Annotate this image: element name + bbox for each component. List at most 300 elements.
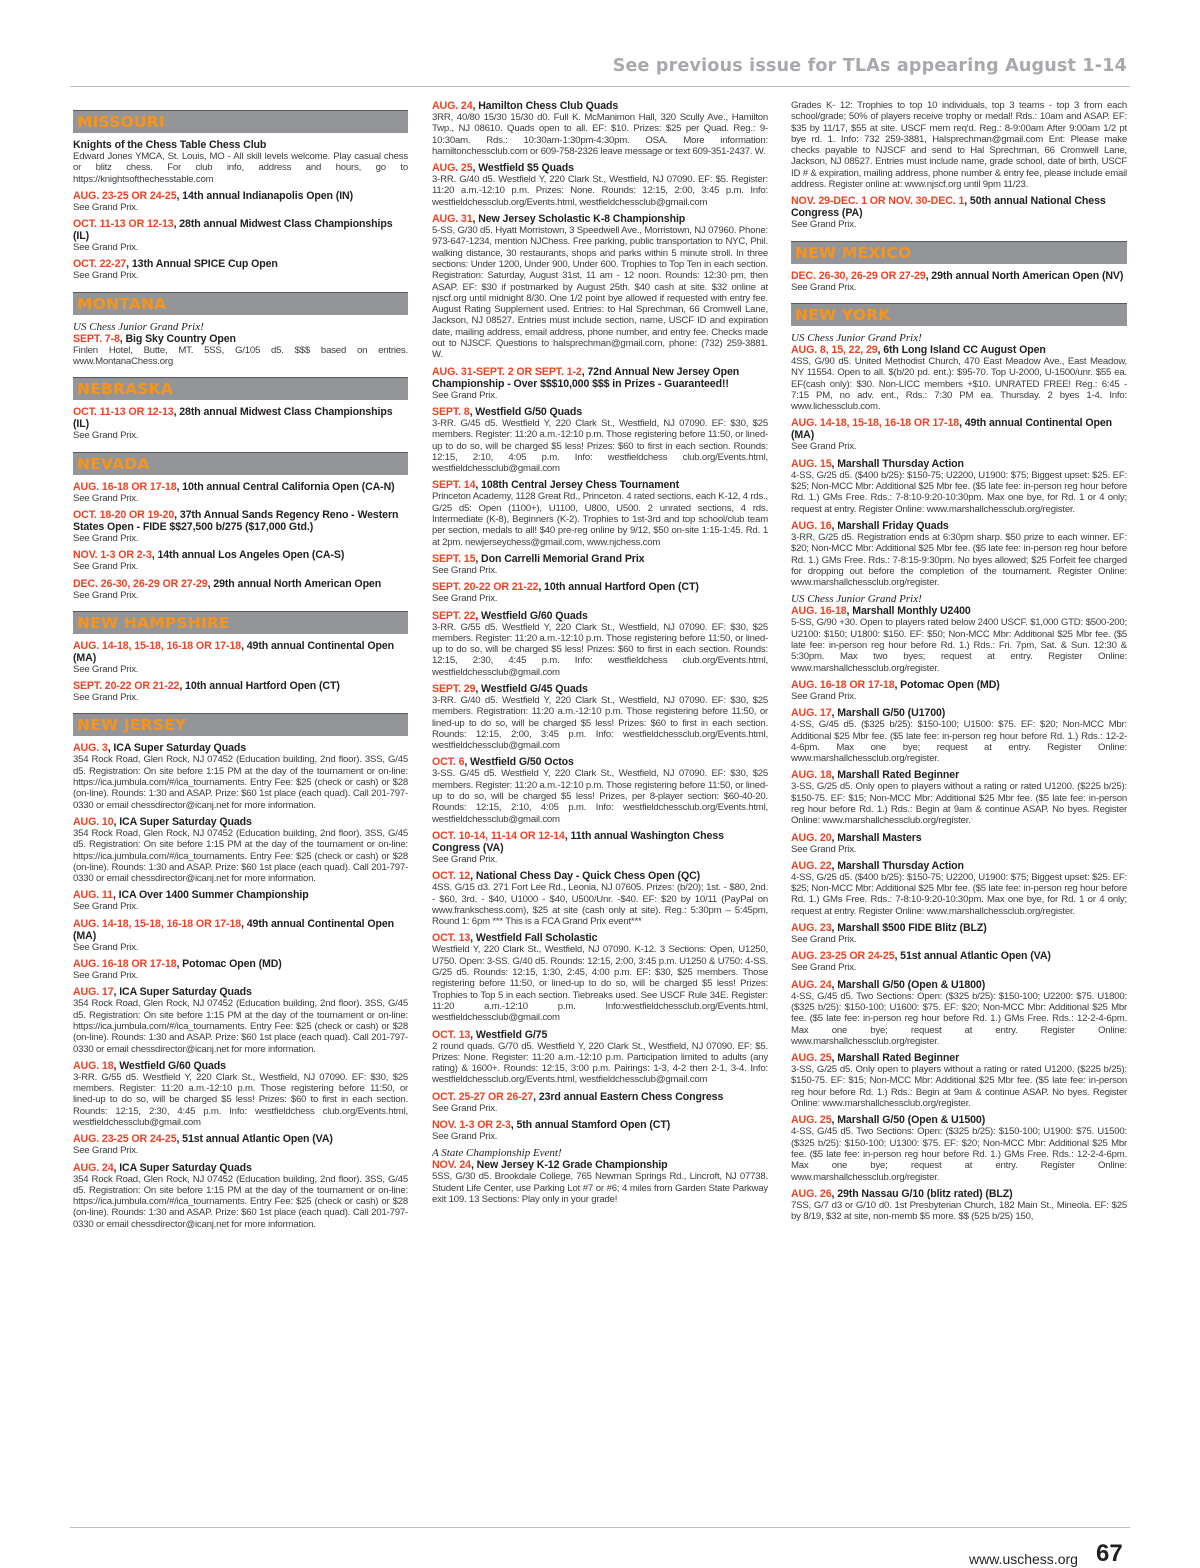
event-heading xyxy=(791,417,1127,441)
event-details: 4-SS, G/45 d5. ($325 b/25): $150-100; U1500: $75. EF: $20; Non-MCC Mbr: Additional $25 Mbr fee. ($5 late fee: in-person reg hour before Rd. 1.) Rds.: 12-2-4-6pm. Max one bye; request at entry. Register Online: www.marshallchessclub.org/register. xyxy=(791,719,1127,765)
event-name: , 23rd annual Eastern Chess Congress xyxy=(533,1090,724,1103)
event-heading xyxy=(791,520,1127,532)
event-heading xyxy=(432,1119,768,1131)
event-heading xyxy=(73,1133,408,1145)
event-name: , Westfield G/45 Quads xyxy=(475,682,588,695)
event-details: See Grand Prix. xyxy=(73,561,139,573)
event-date: AUG. 23 xyxy=(791,922,832,935)
event-date: AUG. 31 xyxy=(432,213,473,226)
event-heading xyxy=(432,553,768,565)
event-listing xyxy=(73,218,408,253)
event-date: OCT. 11-13 OR 12-13 xyxy=(73,218,174,231)
event-heading xyxy=(432,100,768,112)
column-3 xyxy=(791,100,1127,1525)
event-name: , ICA Super Saturday Quads xyxy=(107,742,247,755)
event-heading xyxy=(791,344,1127,356)
event-heading xyxy=(73,190,408,202)
event-heading xyxy=(791,679,1127,691)
event-date: AUG. 14-18, 15-18, 16-18 OR 17-18 xyxy=(791,417,960,430)
event-listing xyxy=(791,520,1127,588)
state-section-header: NEW MEXICO xyxy=(791,241,1127,264)
event-details: 2 round quads. G/70 d5. Westfield Y, 220 Clark St., Westfield, NJ 07090. EF: $5. Prizes: None. Register: 11:20 a.m.-12:10 p.m. Participation limited to adults (any rating) & 1600+. Rounds: 12:15, 3:00 p.m. Pairings: 1-3, 4-2 then 2-1, 3-4. Info: westfieldchessclub.org/Events.html, westfieldchessclub@gmail.com xyxy=(432,1040,768,1086)
event-name: , ICA Super Saturday Quads xyxy=(113,1161,252,1174)
state-section-header: NEVADA xyxy=(73,452,408,475)
event-name: , 108th Central Jersey Chess Tournament xyxy=(475,479,680,492)
event-heading xyxy=(73,258,408,270)
event-name: , Hamilton Chess Club Quads xyxy=(472,100,619,112)
event-date: AUG. 18 xyxy=(73,1059,114,1072)
state-section-header: NEW YORK xyxy=(791,303,1127,326)
event-details: See Grand Prix. xyxy=(432,1131,498,1142)
event-date: OCT. 22-27 xyxy=(73,258,127,271)
event-heading xyxy=(432,213,768,225)
event-name: , ICA Over 1400 Summer Championship xyxy=(112,889,309,902)
event-details: See Grand Prix. xyxy=(73,941,139,953)
event-listing xyxy=(73,549,408,572)
event-subtitle: US Chess Junior Grand Prix! xyxy=(73,320,204,333)
event-details: See Grand Prix. xyxy=(73,270,139,282)
event-heading xyxy=(73,333,408,345)
event-details: 354 Rock Road, Glen Rock, NJ 07452 (Education building, 2nd floor). 3SS, G/45 d5. Registration: On site before 1:15 PM at the day of the tournament or on-line: https://ica.jumbula.com/#/ica_tournaments. Entry Fee: $25 (check or cash) or $28 (on-line). Rounds: 1:30 and ASAP. Prize: $60 1st place (each quad). Call 201-797-0330 or email chessdirector@icanj.net for more information. xyxy=(73,998,408,1055)
event-heading xyxy=(73,481,408,493)
event-heading xyxy=(432,1159,768,1171)
event-listing xyxy=(73,321,408,368)
event-heading xyxy=(432,870,768,882)
event-details: See Grand Prix. xyxy=(73,430,139,442)
event-details: See Grand Prix. xyxy=(73,970,139,982)
event-subtitle: US Chess Junior Grand Prix! xyxy=(791,331,922,344)
event-listing xyxy=(791,832,1127,855)
event-details: 3-RR. G/55 d5. Westfield Y, 220 Clark St., Westfield, NJ 07090. EF: $30, $25 members. Register: 11:20 a.m.-12:10 p.m. Those registering before 11:50, or lined-up to do so, will be charged $5 less! Prizes: $60 to first in each section. Rounds: 12:15, 2:30, 4:45 p.m. Info: westfieldchess club.org/Events.html, westfieldchessclub@gmail.com xyxy=(73,1071,408,1128)
event-details: Westfield Y, 220 Clark St., Westfield, NJ 07090. K-12. 3 Sections: Open, U1250, U750. Open: 3-SS. G/40 d5. Rounds: 12:15, 2:00, 3:45 p.m. U1250 & U750: 4-SS. G/25 d5. Rounds: 12:15, 1:30, 2:45, 4:00 p.m. EF: $30, $25 members. Those registering before 11:50, or lined-up to do so, will be charged $5 less! Prizes: Trophies to Top 5 in each section. Tiebreaks used. See USCF Rule 34E. Register: 11:20 a.m.-12:10 p.m. Info:westfieldchessclub.org/Events.html, westfieldchessclub@gmail.com xyxy=(432,944,768,1024)
event-listing xyxy=(791,100,1127,190)
event-listing xyxy=(432,1147,768,1205)
event-name: , ICA Super Saturday Quads xyxy=(113,986,252,999)
event-details: 3-SS. G/45 d5. Westfield Y, 220 Clark St., Westfield, NJ 07090. EF: $30, $25 members. Register: 11:20 a.m.-12:10 p.m. Those registering before 11:50, or lined-up to do so, will be charged $5 less! Prizes, per 8-player section: $60-40-20. Rounds: 12:15, 2:10, 4:05 p.m. Info: westfieldchessclub.org/Events.html, westfieldchessclub@gmail.com xyxy=(432,768,768,825)
event-details: 5-SS, G/30 d5. Hyatt Morristown, 3 Speedwell Ave., Morristown, NJ 07960. Phone: 973-647-1234, mention NJChess. Free parking, public transportation to NYC, Phil. walking distance, 30 restaurants, shops and parks within 5 minute stroll. In three sections: Under 1200, Under 900, Under 600. Trophies to Top Ten in each section. Registration: Saturday, August 31st, 11 am - 12 noon. Rounds: 12:30 pm, then ASAP. EF: $30 if postmarked by August 25th. $40 cash at site. $32 online at njscf.org until midnight 8/30. One 1/2 point bye allowed if requested with entry fee. August Rating Supplement used. Entries: to Hal Sprechman, 66 Cromwell Lane, Jackson, NJ 08527. Entries must include section, name, USCF ID and expiration date, mailing address, email address, phone number, and entry fee. Checks made out to NJSCF. Questions to halsprechman@gmail.com, phone: (732) 259-3881. W. xyxy=(432,225,768,361)
event-listing xyxy=(432,162,768,208)
event-listing xyxy=(791,922,1127,945)
event-date: AUG. 3 xyxy=(73,742,108,755)
event-heading xyxy=(432,1029,768,1041)
event-listing xyxy=(73,889,408,912)
event-heading xyxy=(432,756,768,768)
event-date: NOV. 1-3 OR 2-3 xyxy=(432,1119,511,1131)
event-heading xyxy=(73,139,408,151)
event-listing xyxy=(791,1114,1127,1182)
event-name: , 28th annual Midwest Class Championships (IL) xyxy=(73,218,393,243)
event-date: SEPT. 20-22 OR 21-22 xyxy=(432,581,539,594)
event-details: Princeton Academy, 1128 Great Rd., Princeton. 4 rated sections, each K-12, 4 rds., G/25 d5: Open (1100+), U1100, U800, U500. 2 unrated sections, 4 rds. Intermediate (K-8), Beginners (K-2). Trophies to 1st-3rd and top school/club team per section, medals to all! $40 pre-reg online by 9/12, $50 on-site 1:15-1:45. Rd. 1 at 2pm. newjerseychess@gmail.com, www.njchess.com xyxy=(432,491,768,548)
event-heading xyxy=(73,578,408,590)
event-name: , 72nd Annual New Jersey Open Championship - Over $$$10,000 $$$ in Prizes - Guaranteed!! xyxy=(432,365,740,390)
event-details: See Grand Prix. xyxy=(791,281,857,293)
event-date: AUG. 24 xyxy=(432,100,473,112)
event-details: See Grand Prix. xyxy=(73,1145,139,1157)
event-date: AUG. 23-25 OR 24-25 xyxy=(73,189,177,202)
event-details: 3-SS, G/25 d5. Only open to players without a rating or rated U1200. ($225 b/25): $150-75. EF: $15; Non-MCC Mbr: Additional $25 Mbr fee. ($5 late fee: in-person reg hour before Rd. 1.) Rds.: Begin at 9am & continue ASAP. No byes. Register Online: www.marshallchessclub.org/register. xyxy=(791,781,1127,827)
event-date: NOV. 29-DEC. 1 OR NOV. 30-DEC. 1 xyxy=(791,195,965,208)
event-date: AUG. 16 xyxy=(791,519,832,532)
event-listing xyxy=(791,950,1127,973)
event-name: , Marshall Rated Beginner xyxy=(831,769,960,782)
event-name: , Marshall Monthly U2400 xyxy=(846,605,971,618)
event-details: 4-SS, G/45 d5. Two Sections: Open: ($325 b/25): $150-100; U1900: $75. U1500: ($325 b/25): $150-100; U1300: $75. EF: $20; Non-MCC Mbr: Additional $25 Mbr fee. ($5 late fee: in-person reg hour before Rd. 1.) GMs Free. Rds.: 12-2-4-6pm. Max one bye; request at entry. Register Online: www.marshallchessclub.org/register. xyxy=(791,1126,1127,1183)
state-section-header: MISSOURI xyxy=(73,110,408,133)
event-name: , Westfield G/60 Quads xyxy=(475,609,588,622)
event-details: See Grand Prix. xyxy=(73,201,139,213)
event-listing xyxy=(791,679,1127,702)
event-name: , Westfield G/60 Quads xyxy=(113,1059,226,1072)
event-listing xyxy=(73,918,408,953)
top-rule xyxy=(70,86,1130,87)
event-heading xyxy=(791,769,1127,781)
event-details: 3-RR. G/45 d5. Westfield Y, 220 Clark St., Westfield, NJ 07090. EF: $30, $25 members. Register: 11:20 a.m.-12:10 p.m. Those registering before 11:50, or lined-up to do so, will be charged $5 less! Prizes: $60 to first in each section. Rounds: 12:15, 2:10, 4:05 p.m. Info: westfieldchess club.org/Events.html, westfieldchessclub@gmail.com xyxy=(432,417,768,475)
event-details: 5SS, G/30 d5. Brookdale College, 765 Newman Springs Rd., Lincroft, NJ 07738. Student Life Center, use Parking Lot #7 or #6; 4 miles from Garden State Parkway exit 109. 13 Sections: Play only in your grade! xyxy=(432,1171,768,1205)
event-date: AUG. 20 xyxy=(791,831,832,844)
event-heading xyxy=(432,479,768,491)
event-name: , 49th annual Continental Open (MA) xyxy=(73,639,395,664)
event-heading xyxy=(791,832,1127,844)
event-date: SEPT. 29 xyxy=(432,682,476,695)
event-details: 3-RR, G/25 d5. Registration ends at 6:30pm sharp. $50 prize to each winner. EF: $20; Non-MCC Mbr: Additional $25 Mbr fee. ($5 late fee: in-person reg hour before Rd. 1.) GMs Free. Rds.: 7-8:15-9:30pm. No byes allowed; $25 Forfeit fee charged for dropping out before the completion of the tournament. Register Online: www.marshallchessclub.org/register. xyxy=(791,531,1127,589)
event-details: See Grand Prix. xyxy=(73,589,139,601)
event-date: AUG. 24 xyxy=(73,1161,114,1174)
event-name: , Marshall G/50 (Open & U1500) xyxy=(831,1114,986,1127)
event-name: , 6th Long Island CC August Open xyxy=(877,343,1046,356)
event-heading xyxy=(73,918,408,942)
event-date: AUG. 14-18, 15-18, 16-18 OR 17-18 xyxy=(73,639,242,652)
event-details: See Grand Prix. xyxy=(432,593,498,605)
event-details: 3RR, 40/80 15/30 15/30 d0. Full K. McManimon Hall, 320 Scully Ave., Hamilton Twp., NJ 08610. Quads open to all. EF: $10. Prizes: $25 per Quad. Reg.: 9-10:30am. Rds.: 10:30am-1:30pm-4:30pm. OSA. More information: hamiltonchessclub.com or 609-758-2326 leave message or text 609-351-2437. W. xyxy=(432,112,768,157)
event-date: NOV. 24 xyxy=(432,1159,471,1172)
column-1 xyxy=(73,100,408,1525)
event-date: AUG. 25 xyxy=(432,162,473,175)
event-details: Finlen Hotel, Butte, MT. 5SS, G/105 d5. $$$ based on entries. www.MontanaChess.org xyxy=(73,344,408,368)
event-details: 354 Rock Road, Glen Rock, NJ 07452 (Education building, 2nd floor). 3SS, G/45 d5. Registration: On site before 1:15 PM at the day of the tournament or on-line: https://ica.jumbula.com/#/ica_tournaments. Entry Fee: $25 (check or cash) or $28 (on-line). Rounds: 1:30 and ASAP. Prize: $60 1st place (each quad). Call 201-797-0330 or email chessdirector@icanj.net for more information. xyxy=(73,754,408,811)
event-listing xyxy=(432,553,768,576)
state-section-header: MONTANA xyxy=(73,292,408,315)
event-details: See Grand Prix. xyxy=(73,492,139,504)
event-name: , Marshall Thursday Action xyxy=(831,457,964,470)
event-name: , Marshall Friday Quads xyxy=(831,519,949,532)
event-heading xyxy=(432,830,768,854)
event-name: , National Chess Day - Quick Chess Open (QC) xyxy=(470,870,701,883)
event-date: AUG. 31-SEPT. 2 OR SEPT. 1-2 xyxy=(432,365,582,378)
event-heading xyxy=(73,816,408,828)
event-heading xyxy=(432,610,768,622)
event-heading xyxy=(432,366,768,390)
event-date: OCT. 12 xyxy=(432,870,471,883)
event-listing xyxy=(432,683,768,751)
event-details: 354 Rock Road, Glen Rock, NJ 07452 (Education building, 2nd floor). 3SS, G/45 d5. Registration: On site before 1:15 PM at the day of the tournament or on-line: https://ica.jumbula.com/#/ica_tournaments. Entry Fee: $25 (check or cash) or $28 (on-line). Rounds: 1:30 and ASAP. Prize: $60 1st place (each quad). Call 201-797-0330 or email chessdirector@icanj.net for more information. xyxy=(73,1173,408,1230)
event-heading xyxy=(432,683,768,695)
event-heading xyxy=(73,509,408,533)
event-date: DEC. 26-30, 26-29 OR 27-29 xyxy=(73,577,208,590)
event-date: SEPT. 15 xyxy=(432,552,476,565)
event-name: , Marshall $500 FIDE Blitz (BLZ) xyxy=(831,922,987,935)
event-details: See Grand Prix. xyxy=(791,441,857,453)
event-listing xyxy=(73,986,408,1054)
event-listing xyxy=(73,1162,408,1230)
event-name: , 51st annual Atlantic Open (VA) xyxy=(176,1133,333,1146)
event-date: SEPT. 8 xyxy=(432,405,470,418)
event-listing xyxy=(73,1060,408,1128)
event-listing xyxy=(791,979,1127,1047)
event-name: , Marshall G/50 (U1700) xyxy=(831,707,946,720)
event-details: See Grand Prix. xyxy=(73,663,139,675)
event-name: , 29th Nassau G/10 (blitz rated) (BLZ) xyxy=(831,1187,1013,1200)
event-heading xyxy=(791,979,1127,991)
event-details: See Grand Prix. xyxy=(791,690,857,702)
event-listing xyxy=(791,270,1127,293)
footer-url: www.uschess.org xyxy=(969,1551,1078,1567)
event-listing xyxy=(73,258,408,281)
event-listing xyxy=(73,139,408,185)
event-name: , 50th annual National Chess Congress (PA) xyxy=(791,195,1106,220)
event-listing xyxy=(73,1133,408,1156)
event-heading xyxy=(73,742,408,754)
event-date: OCT. 25-27 OR 26-27 xyxy=(432,1090,534,1103)
event-heading xyxy=(73,986,408,998)
event-name: , 49th annual Continental Open (MA) xyxy=(73,917,395,942)
event-date: AUG. 15 xyxy=(791,457,832,470)
event-listing xyxy=(791,1188,1127,1223)
event-name: , 5th annual Stamford Open (CT) xyxy=(510,1119,671,1131)
event-heading xyxy=(73,958,408,970)
event-date: AUG. 23-25 OR 24-25 xyxy=(791,950,895,963)
event-details: See Grand Prix. xyxy=(432,853,498,865)
event-subtitle: US Chess Junior Grand Prix! xyxy=(791,593,922,606)
event-date: OCT. 10-14, 11-14 OR 12-14 xyxy=(432,829,565,842)
event-listing xyxy=(432,366,768,401)
event-name: , Marshall G/50 (Open & U1800) xyxy=(831,978,986,991)
column-2 xyxy=(432,100,768,1525)
event-heading xyxy=(791,1114,1127,1126)
event-details: 3-RR. G/55 d5. Westfield Y, 220 Clark St., Westfield, NJ 07090. EF: $30, $25 members. Register: 11:20 a.m.-12:10 p.m. Those registering before 11:50, or lined-up to do so, will be charged $5 less! Prizes: $60 to first in each section. Rounds: 12:15, 2:30, 4:45 p.m. Info: westfieldchess club.org/Events.html, westfieldchessclub@gmail.com xyxy=(432,621,768,678)
event-name: , 14th annual Indianapolis Open (IN) xyxy=(176,189,354,202)
event-heading xyxy=(432,932,768,944)
state-section-header: NEBRASKA xyxy=(73,377,408,400)
event-name: , 37th Annual Sands Regency Reno - Western States Open - FIDE $$27,500 b/275 ($17,000 Gtd.) xyxy=(73,508,399,533)
event-details: 4SS, G/90 d5. United Methodist Church, 470 East Meadow Ave., East Meadow, NY 11554. Open to all. $(b/20 pd. ent.): $95-70. Top U-2000, U-1500/unr. $55 ea. EF(cash only): $30. Non-LICC members +$10. UNRATED FREE! Reg.: 6:45 - 7:15 PM, no adv. ent., Rds.: 7:30 PM ea. Thursday. 2 byes 1-4. Info: www.lichessclub.com. xyxy=(791,355,1127,413)
event-details: Edward Jones YMCA, St. Louis, MO - All skill levels welcome. Play casual chess or blitz chess. For club info, address and hours, go to https://knightsofthechesstable.com xyxy=(73,151,408,185)
event-details: See Grand Prix. xyxy=(73,242,139,254)
event-listing xyxy=(73,190,408,213)
event-heading xyxy=(791,270,1127,282)
event-listing xyxy=(432,213,768,361)
event-name: , Marshall Masters xyxy=(831,831,922,844)
event-date: NOV. 1-3 OR 2-3 xyxy=(73,549,152,562)
event-listing xyxy=(791,769,1127,826)
event-heading xyxy=(791,605,1127,617)
event-name: , ICA Super Saturday Quads xyxy=(113,815,252,828)
event-details: See Grand Prix. xyxy=(73,532,139,544)
event-details: 3-RR. G/40 d5. Westfield Y, 220 Clark St., Westfield, NJ 07090. EF: $5. Register: 11:20 a.m.-12:10 p.m. Prizes: None. Rounds: 12:15, 2:00, 3:45 p.m. Info: westfieldchessclub.org/Events.html, westfieldchessclub@gmail.com xyxy=(432,174,768,208)
event-heading xyxy=(73,680,408,692)
event-details: See Grand Prix. xyxy=(73,901,139,913)
event-details: 4-SS, G/45 d5. Two Sections: Open: ($325 b/25): $150-100; U2200: $75. U1800: ($325 b/25): $150-100; U1600: $75. EF: $20; Non-MCC Mbr: Additional $25 Mbr fee. ($5 late fee: in-person reg hour before Rd. 1.) GMs Free. Rds.: 12-2-4-6pm. Max one bye; request at entry. Register Online: www.marshallchessclub.org/register. xyxy=(791,990,1127,1047)
event-heading xyxy=(432,162,768,174)
event-heading xyxy=(73,218,408,242)
event-listing xyxy=(791,332,1127,412)
event-listing xyxy=(791,860,1127,917)
event-heading xyxy=(791,950,1127,962)
event-name: , 29th annual North American Open xyxy=(207,577,382,590)
event-heading xyxy=(432,406,768,418)
bottom-rule xyxy=(70,1527,1130,1528)
event-details: See Grand Prix. xyxy=(791,219,857,231)
event-name: , Potomac Open (MD) xyxy=(894,678,1000,691)
event-date: OCT. 6 xyxy=(432,756,465,769)
event-date: AUG. 16-18 OR 17-18 xyxy=(791,678,895,691)
event-name: , Westfield G/50 Octos xyxy=(464,756,574,769)
event-details: 5-SS, G/90 +30. Open to players rated below 2400 USCF. $1,000 GTD: $500-200; U2100: $150; U1800: $150. EF: $50; Non-MCC Mbr: Additional $25 Mbr fee. ($5 late fee: in-person reg hour before Rd. 1.) Rds.: Fri. 7pm, Sat. & Sun. 12:30 & 5:30pm. Max two byes; request at entry. Register Online: www.marshallchessclub.org/register. xyxy=(791,617,1127,674)
event-date: OCT. 11-13 OR 12-13 xyxy=(73,406,174,419)
event-heading xyxy=(432,581,768,593)
event-listing xyxy=(432,932,768,1023)
event-details: See Grand Prix. xyxy=(791,962,857,974)
event-name: Knights of the Chess Table Chess Club xyxy=(73,139,267,151)
event-name: , 11th annual Washington Chess Congress (VA) xyxy=(432,829,724,854)
event-listing xyxy=(73,680,408,703)
event-name: , Westfield G/50 Quads xyxy=(469,405,582,418)
event-date: AUG. 11 xyxy=(73,889,113,902)
event-listing xyxy=(432,406,768,474)
event-listing xyxy=(73,958,408,981)
event-name: , Marshall Rated Beginner xyxy=(831,1052,960,1065)
event-listing xyxy=(73,578,408,601)
event-subtitle: A State Championship Event! xyxy=(432,1147,562,1160)
event-heading xyxy=(73,1060,408,1072)
state-section-header: NEW JERSEY xyxy=(73,713,408,736)
event-listing xyxy=(432,610,768,678)
event-listing xyxy=(791,195,1127,230)
event-listing xyxy=(432,830,768,865)
event-date: AUG. 25 xyxy=(791,1114,832,1127)
event-listing xyxy=(432,581,768,604)
event-name: , Potomac Open (MD) xyxy=(176,958,282,971)
event-heading xyxy=(73,640,408,664)
event-date: OCT. 13 xyxy=(432,1028,471,1041)
event-date: AUG. 23-25 OR 24-25 xyxy=(73,1133,177,1146)
event-name: , Westfield Fall Scholastic xyxy=(470,932,598,945)
event-heading xyxy=(791,458,1127,470)
event-listing xyxy=(791,707,1127,764)
event-name: , New Jersey Scholastic K-8 Championship xyxy=(472,213,686,226)
event-details: 354 Rock Road, Glen Rock, NJ 07452 (Education building, 2nd floor). 3SS, G/45 d5. Registration: On site before 1:15 PM at the day of the tournament or on-line: https://ica.jumbula.com/#/ica_tournaments. Entry Fee: $25 (check or cash) or $28 (on-line). Rounds: 1:30 and ASAP. Prize: $60 1st place (each quad). Call 201-797-0330 or email chessdirector@icanj.net for more information. xyxy=(73,827,408,885)
event-listing xyxy=(73,640,408,675)
event-date: AUG. 8, 15, 22, 29 xyxy=(791,343,878,356)
event-details: 4-SS, G/25 d5. ($400 b/25): $150-75; U2200, U1900: $75; Biggest upset: $25. EF: $25; Non-MCC Mbr: Additional $25 Mbr fee. ($5 late fee: in-person reg hour before Rd. 1.) GMs Free. Rds.: 7-8:10-9:20-10:30pm. Max one bye, for Rd. 1 or 4 only; request at entry. Register Online: www.marshallchessclub.org/register. xyxy=(791,469,1127,515)
event-details: 4SS. G/15 d3. 271 Fort Lee Rd., Leonia, NJ 07605. Prizes: (b/20); 1st. - $80, 2nd. - $60, 3rd. - $40, U1000 - $40, U500/Unr. -$40. EF: $20 by 10/11 (PayPal on www.frankschess.com), $25 at site (cash only at site). Reg.: 5:30pm – 5:45pm, Round 1: 6pm *** This is a FCA Grand Prix event*** xyxy=(432,882,768,928)
event-heading xyxy=(791,860,1127,872)
event-heading xyxy=(432,1091,768,1103)
event-date: AUG. 22 xyxy=(791,859,832,872)
event-date: AUG. 26 xyxy=(791,1187,832,1200)
event-date: AUG. 10 xyxy=(73,815,114,828)
event-name: , 28th annual Midwest Class Championships (IL) xyxy=(73,406,393,431)
state-section-header: NEW HAMPSHIRE xyxy=(73,611,408,634)
event-name: , 51st annual Atlantic Open (VA) xyxy=(894,950,1051,963)
event-heading xyxy=(791,707,1127,719)
event-details: Grades K- 12: Trophies to top 10 individuals, top 3 teams - top 3 from each school/grade; 50% of players receive trophy or medal! Rds.: 10am and ASAP. EF: $35 by 11/17, $55 at site. USCF mem req'd. Reg.: 8-9:00am After 9:00am 1/2 pt bye rd. 1. Info: 732 259-3881, Halsprechman@gmail.com Ent: Please make checks payable to NJSCF and send to Hal Sprechman, 66 Cromwell Lane, Jackson, NJ 08527. Entries must include name, grade school, date of birth, USCF ID # & expiration, mailing address, phone number & entry fee, please include email address. Register online at: www.njscf.org until 9pm 11/23. xyxy=(791,100,1127,191)
event-listing xyxy=(432,100,768,157)
event-name: , 10th annual Hartford Open (CT) xyxy=(179,680,340,693)
event-date: SEPT. 7-8 xyxy=(73,332,120,345)
event-details: 3-RR. G/40 d5. Westfield Y, 220 Clark St., Westfield, NJ 07090. EF: $30, $25 members. Registration: 11:20 a.m.-12:10 p.m. Those registering before 11:50, or lined-up to do so, will be charged $5 less! Prizes: $60 to first in each section. Rounds: 12:15, 2:00, 3:45 p.m. Info: westfieldchessclub.org/Events.html, westfieldchessclub@gmail.com xyxy=(432,694,768,752)
event-details: 4-SS, G/25 d5. ($400 b/25): $150-75; U2200, U1900: $75; Biggest upset: $25. EF: $25; Non-MCC Mbr: Additional $25 Mbr fee. ($5 late fee: in-person reg hour before Rd. 1.) GMs Free. Rds.: 7-8:10-9:20-10:30pm. Max one bye, for Rd. 1 or 4 only; request at entry. Register Online: www.marshallchessclub.org/register. xyxy=(791,871,1127,917)
event-heading xyxy=(791,1052,1127,1064)
event-listing xyxy=(73,509,408,544)
event-listing xyxy=(432,1119,768,1142)
event-date: SEPT. 14 xyxy=(432,479,476,492)
event-date: OCT. 13 xyxy=(432,932,471,945)
event-listing xyxy=(791,458,1127,515)
event-listing xyxy=(432,1091,768,1114)
event-heading xyxy=(73,406,408,430)
event-heading xyxy=(73,889,408,901)
event-heading xyxy=(791,1188,1127,1200)
event-heading xyxy=(73,549,408,561)
event-listing xyxy=(791,1052,1127,1109)
event-details: See Grand Prix. xyxy=(791,843,857,855)
event-date: AUG. 25 xyxy=(791,1052,832,1065)
event-name: , Marshall Thursday Action xyxy=(831,859,964,872)
event-date: AUG. 24 xyxy=(791,978,832,991)
event-heading xyxy=(791,195,1127,219)
event-details: 3-SS, G/25 d5. Only open to players without a rating or rated U1200. ($225 b/25): $150-75. EF: $15; Non-MCC Mbr: Additional $25 Mbr fee. ($5 late fee: in-person reg hour before Rd. 1.) Rds.: Begin at 9am & continue ASAP. No byes. Register Online: www.marshallchessclub.org/register. xyxy=(791,1064,1127,1110)
event-date: SEPT. 20-22 OR 21-22 xyxy=(73,680,180,693)
event-listing xyxy=(432,479,768,547)
event-details: See Grand Prix. xyxy=(432,389,498,401)
event-listing xyxy=(73,481,408,504)
event-heading xyxy=(791,922,1127,934)
event-date: AUG. 16-18 OR 17-18 xyxy=(73,958,177,971)
page-header: See previous issue for TLAs appearing August 1-14 xyxy=(612,56,1127,76)
event-details: 7SS, G/7 d3 or G/10 d0. 1st Presbyterian Church, 182 Main St., Mineola. EF: $25 by 8/19, $32 at site, non-memb $5 more. $$ (525 b/25) 150, xyxy=(791,1199,1127,1223)
event-date: OCT. 18-20 OR 19-20 xyxy=(73,508,175,521)
page-number: 67 xyxy=(1096,1540,1123,1567)
event-listing xyxy=(432,756,768,824)
event-date: AUG. 14-18, 15-18, 16-18 OR 17-18 xyxy=(73,917,242,930)
event-listing xyxy=(73,406,408,441)
event-listing xyxy=(791,593,1127,673)
event-name: , 10th annual Hartford Open (CT) xyxy=(538,581,699,594)
event-listing xyxy=(73,816,408,884)
event-date: AUG. 18 xyxy=(791,769,832,782)
event-date: SEPT. 22 xyxy=(432,609,476,622)
event-date: AUG. 16-18 xyxy=(791,605,847,618)
event-listing xyxy=(432,1029,768,1086)
event-details: See Grand Prix. xyxy=(432,1102,498,1114)
event-date: AUG. 17 xyxy=(791,707,832,720)
event-details: See Grand Prix. xyxy=(432,564,498,576)
event-heading xyxy=(73,1162,408,1174)
event-name: , 13th Annual SPICE Cup Open xyxy=(126,258,278,271)
event-listing xyxy=(791,417,1127,452)
event-name: , Don Carrelli Memorial Grand Prix xyxy=(475,552,645,565)
event-details: See Grand Prix. xyxy=(73,692,139,704)
event-name: , Westfield $5 Quads xyxy=(472,162,574,175)
event-details: See Grand Prix. xyxy=(791,934,857,946)
event-name: , 10th annual Central California Open (CA-N) xyxy=(176,480,395,493)
event-name: , Westfield G/75 xyxy=(470,1028,548,1041)
event-date: AUG. 17 xyxy=(73,986,114,999)
event-name: , Big Sky Country Open xyxy=(119,332,236,345)
event-listing xyxy=(73,742,408,810)
event-name: , 49th annual Continental Open (MA) xyxy=(791,417,1113,442)
